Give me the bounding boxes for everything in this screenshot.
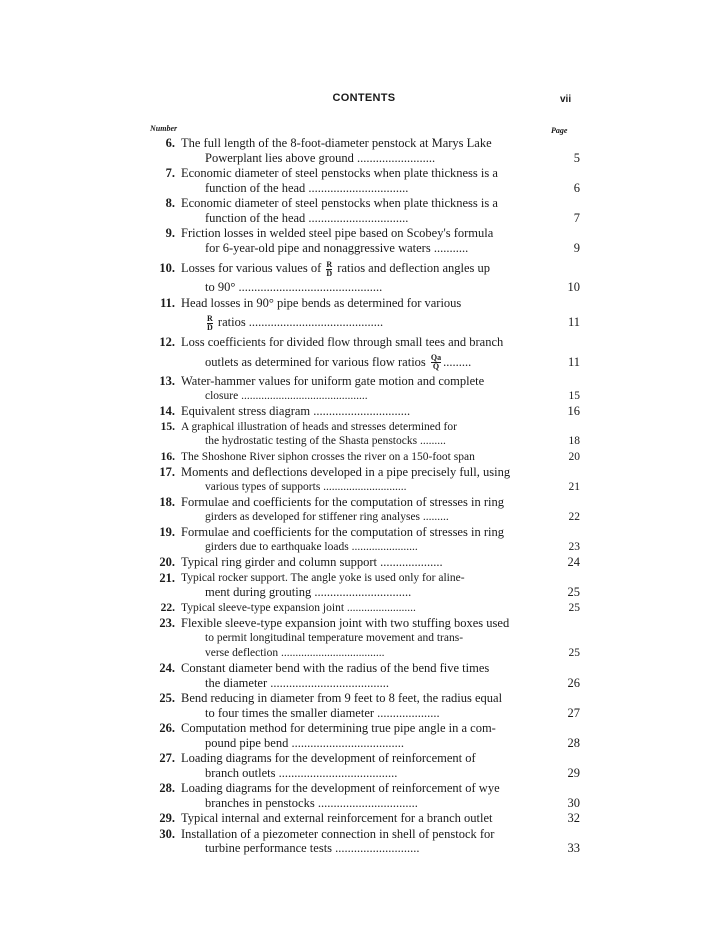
entry-text: ratios and deflection angles up — [337, 261, 491, 276]
entry-text: Powerplant lies above ground ......................... — [205, 150, 436, 165]
entry-text: Losses for various values of — [181, 261, 322, 276]
entry-text: Typical internal and external reinforcement for a branch outlet — [181, 811, 493, 826]
entry-number: 11. — [160, 295, 175, 310]
entry-page: 11 — [567, 315, 580, 330]
entry-text: to 90° .............................................. — [205, 280, 383, 295]
entry-page: 20 — [568, 450, 580, 463]
entry-number: 19. — [159, 525, 175, 540]
entry-page: 10 — [567, 280, 580, 295]
list-item — [140, 827, 580, 857]
entry-text: branches in penstocks ................................ — [205, 796, 418, 811]
entry-page: 21 — [568, 480, 580, 493]
entry-number: 22. — [160, 601, 175, 614]
entry-number: 16. — [160, 450, 175, 463]
entry-text: branch outlets ...................................... — [205, 765, 398, 780]
entry-number: 27. — [159, 751, 175, 766]
entry-text: to permit longitudinal temperature movement and trans- — [205, 631, 464, 644]
entry-page: 15 — [568, 390, 580, 403]
entry-text: Loading diagrams for the development of reinforcement of wye — [181, 781, 500, 796]
entry-page: 28 — [567, 735, 580, 750]
contents-list — [140, 136, 580, 857]
entry-page: 11 — [567, 354, 580, 369]
entry-number: 17. — [159, 465, 175, 480]
entry-text: to four times the smaller diameter .................... — [205, 705, 440, 720]
list-item — [140, 226, 580, 256]
entry-text: function of the head ................................ — [205, 180, 409, 195]
list-item — [140, 555, 580, 570]
entry-page: 7 — [573, 210, 580, 225]
entry-number: 9. — [165, 226, 175, 241]
column-header-page: Page — [551, 126, 568, 135]
list-item — [140, 166, 580, 196]
entry-number: 21. — [159, 570, 175, 585]
entry-number: 26. — [159, 721, 175, 736]
entry-page: 26 — [567, 675, 580, 690]
entry-number: 14. — [159, 404, 175, 419]
entry-page: 22 — [568, 510, 580, 523]
list-item — [140, 296, 580, 335]
entry-text: outlets as determined for various flow ratios — [205, 354, 426, 369]
entry-number: 23. — [159, 616, 175, 631]
list-item — [140, 751, 580, 781]
r-over-d-fraction: $\frac{R}{D}$ — [326, 260, 333, 278]
list-item — [140, 721, 580, 751]
entry-page: 9 — [573, 241, 580, 256]
entry-text: ment during grouting ............................... — [205, 585, 412, 600]
entry-number: 7. — [165, 166, 175, 181]
entry-text: verse deflection .................................... — [205, 646, 385, 659]
entry-number: 15. — [160, 420, 175, 433]
entry-text: Economic diameter of steel penstocks when plate thickness is a — [181, 166, 498, 181]
entry-page: 25 — [568, 601, 580, 614]
list-item — [140, 450, 580, 465]
entry-page: 23 — [568, 541, 580, 554]
entry-number: 10. — [159, 261, 175, 276]
entry-text: Flexible sleeve-type expansion joint with two stuffing boxes used — [181, 616, 510, 631]
entry-text: Typical rocker support. The angle yoke is used only for aline- — [181, 571, 465, 584]
list-item — [140, 335, 580, 374]
entry-text: Moments and deflections developed in a pipe precisely full, using — [181, 465, 511, 480]
entry-page: 25 — [567, 585, 580, 600]
entry-text: A graphical illustration of heads and stresses determined for — [181, 420, 457, 433]
entry-number: 6. — [165, 136, 175, 150]
entry-number: 28. — [159, 781, 175, 796]
entry-number: 30. — [159, 826, 175, 841]
entry-page: 29 — [567, 765, 580, 780]
entry-text: Installation of a piezometer connection in shell of penstock for — [181, 826, 495, 841]
list-item — [140, 404, 580, 419]
list-item — [140, 616, 580, 660]
entry-text: Economic diameter of steel penstocks when plate thickness is a — [181, 196, 498, 211]
list-item — [140, 661, 580, 691]
entry-text: Constant diameter bend with the radius of the bend five times — [181, 660, 490, 675]
r-over-d-fraction: $\frac{R}{D}$ — [207, 314, 213, 333]
entry-number: 8. — [165, 196, 175, 211]
list-item — [140, 465, 580, 495]
entry-text: girders as developed for stiffener ring analyses ......... — [205, 510, 449, 523]
entry-text: ......... — [443, 354, 472, 369]
list-item — [140, 196, 580, 226]
entry-text: Formulae and coefficients for the computation of stresses in ring — [181, 525, 504, 540]
entry-text: Formulae and coefficients for the computation of stresses in ring — [181, 495, 504, 510]
entry-page: 32 — [567, 811, 580, 826]
entry-text: Equivalent stress diagram ............................... — [181, 404, 411, 419]
entry-text: Loss coefficients for divided flow through small tees and branch — [181, 334, 504, 349]
entry-number: 13. — [159, 374, 175, 389]
qa-over-q-fraction: $\frac{Qa}{Q}$ — [430, 353, 442, 372]
entry-page: 18 — [568, 435, 580, 448]
entry-number: 12. — [159, 334, 175, 349]
entry-text: various types of supports ............................. — [205, 480, 407, 493]
entry-text: The Shoshone River siphon crosses the river on a 150-foot span — [181, 450, 475, 463]
list-item — [140, 256, 580, 295]
page-title: CONTENTS — [332, 92, 396, 104]
entry-text: girders due to earthquake loads ....................... — [205, 541, 418, 554]
entry-text: turbine performance tests ........................... — [205, 841, 420, 856]
entry-text: Typical ring girder and column support .................... — [181, 555, 443, 570]
entry-text: Loading diagrams for the development of reinforcement of — [181, 751, 476, 766]
entry-text: Computation method for determining true pipe angle in a com- — [181, 721, 496, 736]
entry-page: 25 — [568, 646, 580, 659]
entry-text: the hydrostatic testing of the Shasta penstocks ......... — [205, 435, 446, 448]
list-item — [140, 781, 580, 811]
entry-text: ratios ........................................... — [217, 315, 384, 330]
entry-page: 24 — [567, 555, 580, 570]
list-item — [140, 571, 580, 601]
list-item — [140, 136, 580, 166]
entry-page: 33 — [567, 841, 580, 856]
entry-text: pound pipe bend .................................... — [205, 735, 404, 750]
entry-text: The full length of the 8-foot-diameter penstock at Marys Lake — [181, 136, 492, 150]
entry-text: the diameter ...................................... — [205, 675, 389, 690]
entry-number: 25. — [159, 691, 175, 705]
entry-page: 30 — [567, 796, 580, 811]
page-number-roman: vii — [560, 94, 572, 105]
entry-text: Head losses in 90° pipe bends as determined for various — [181, 295, 462, 310]
list-item — [140, 495, 580, 525]
list-item — [140, 601, 580, 616]
entry-text: Water-hammer values for uniform gate motion and complete — [181, 374, 485, 389]
entry-text: function of the head ................................ — [205, 210, 409, 225]
list-item — [140, 420, 580, 450]
entry-text: closure ............................................ — [205, 390, 368, 403]
entry-number: 24. — [159, 660, 175, 675]
entry-text: for 6-year-old pipe and nonaggressive waters ........... — [205, 241, 469, 256]
entry-page: 27 — [567, 705, 580, 720]
entry-number: 29. — [159, 811, 175, 826]
entry-number: 18. — [159, 495, 175, 510]
entry-page: 16 — [567, 404, 580, 419]
list-item — [140, 525, 580, 555]
entry-text: Bend reducing in diameter from 9 feet to 8 feet, the radius equal — [181, 691, 503, 705]
entry-page: 6 — [573, 180, 580, 195]
column-header-number: Number — [150, 124, 178, 133]
entry-text: Typical sleeve-type expansion joint ........................ — [181, 601, 416, 614]
entry-text: Friction losses in welded steel pipe based on Scobey's formula — [181, 226, 494, 241]
entry-page: 5 — [573, 150, 580, 165]
list-item — [140, 374, 580, 404]
list-item — [140, 691, 580, 721]
entry-number: 20. — [159, 555, 175, 570]
list-item — [140, 811, 580, 826]
